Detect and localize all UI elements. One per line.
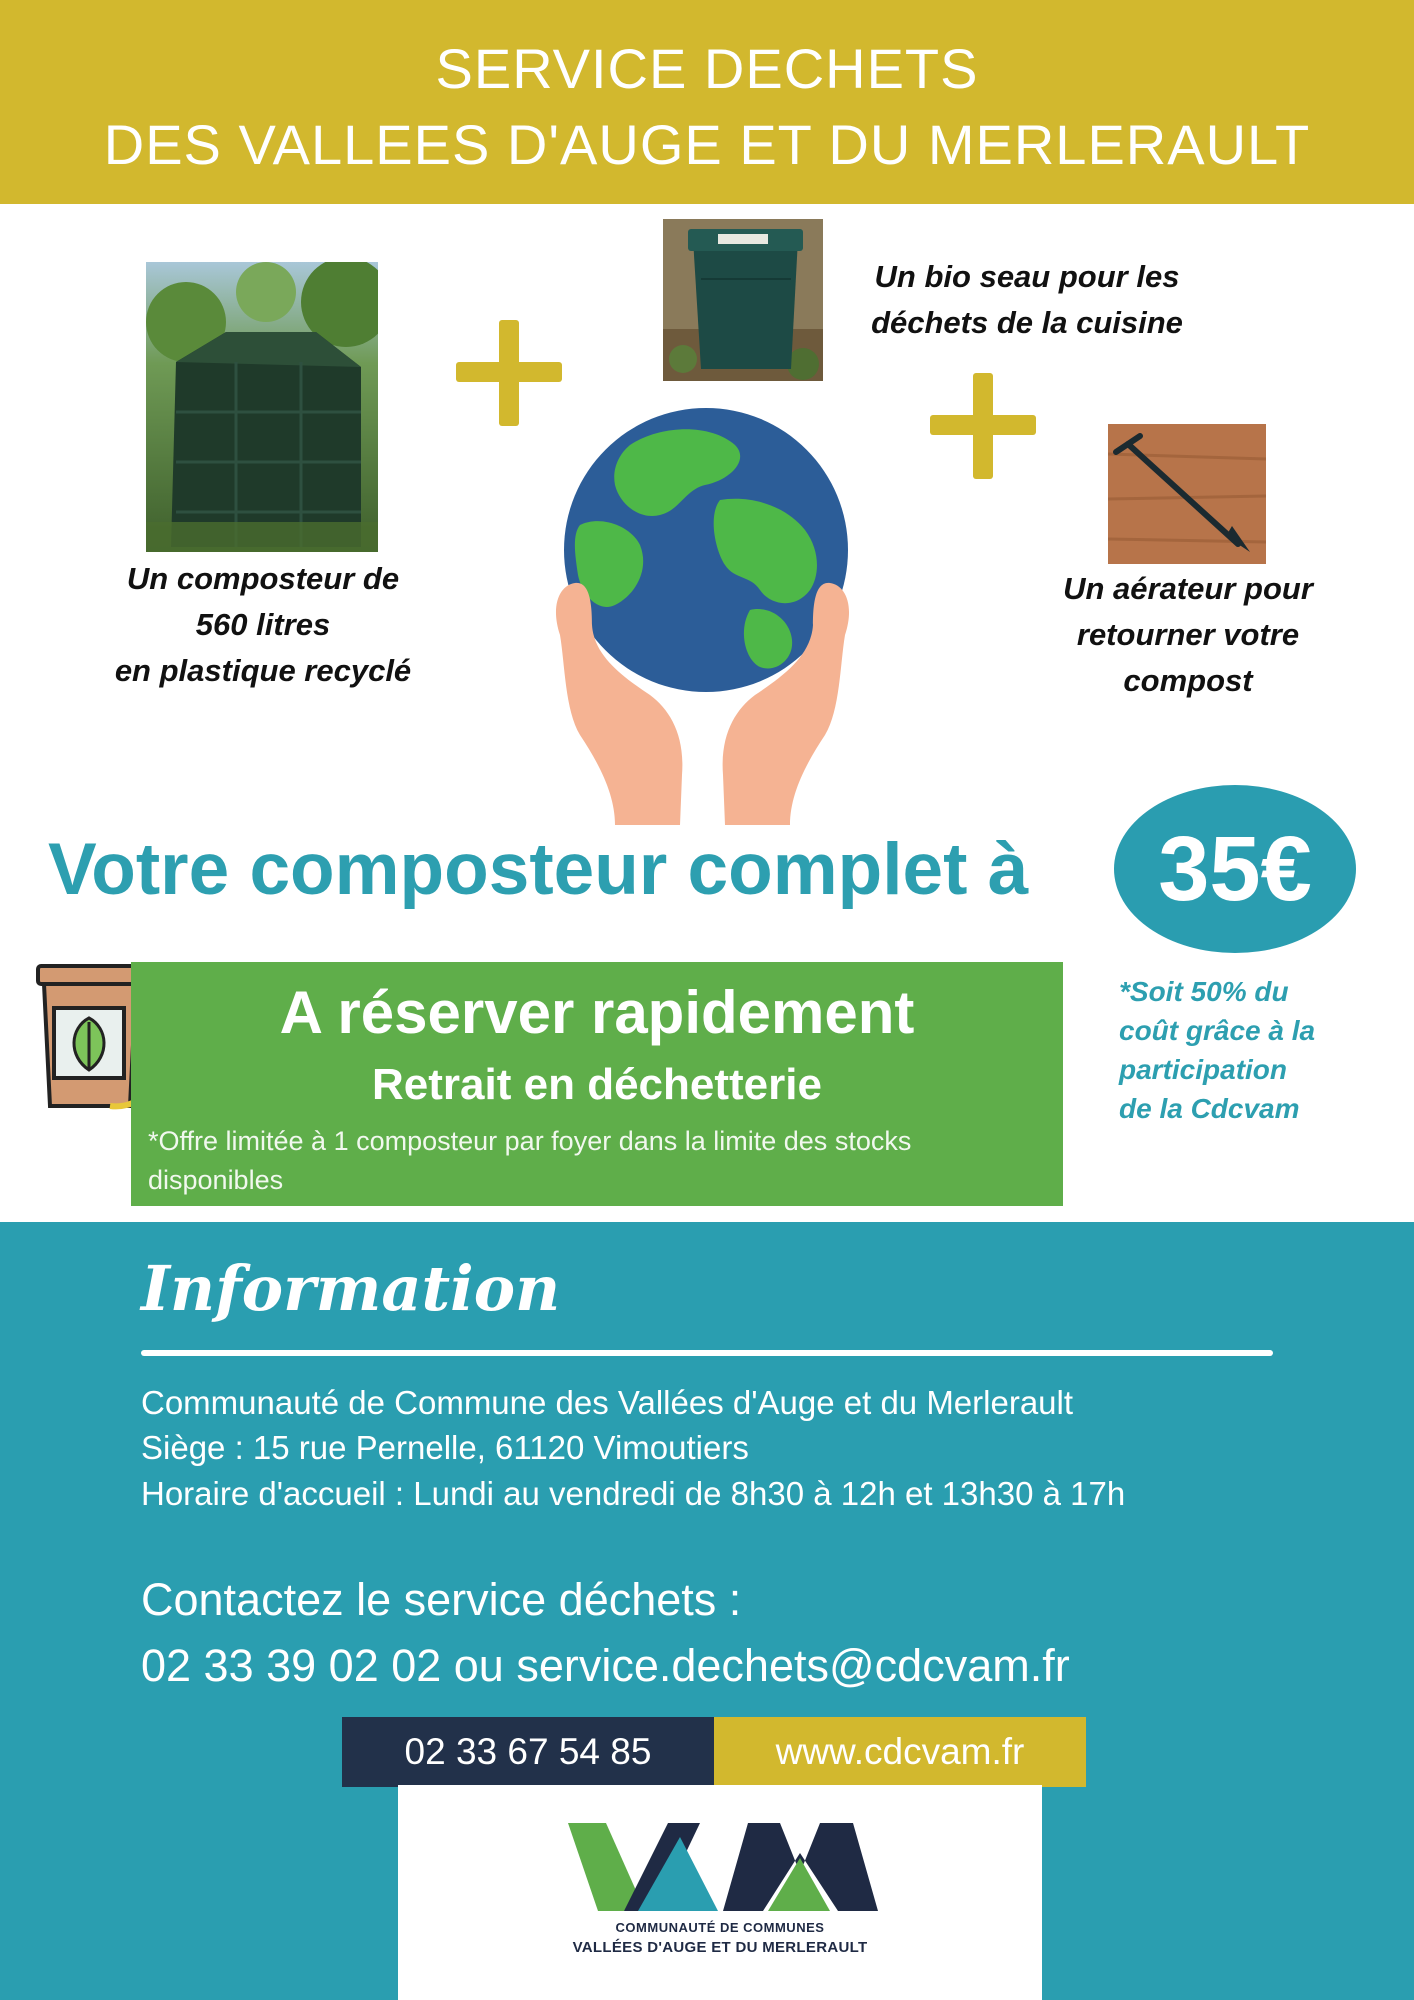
header-banner xyxy=(0,0,1414,204)
contact-details[interactable]: 02 33 39 02 02 ou service.dechets@cdcvam.fr xyxy=(141,1640,1070,1691)
composter-photo xyxy=(146,262,378,552)
info-line-hours: Horaire d'accueil : Lundi au vendredi de 8h30 à 12h et 13h30 à 17h xyxy=(141,1475,1126,1512)
bio-bucket-caption: Un bio seau pour les déchets de la cuisine xyxy=(871,259,1183,340)
bio-bucket-photo xyxy=(663,219,823,381)
info-line-address: Siège : 15 rue Pernelle, 61120 Vimoutiers xyxy=(141,1429,749,1466)
reserve-subtitle: Retrait en déchetterie xyxy=(372,1060,822,1109)
vam-logo xyxy=(568,1823,878,1913)
logo-caption-line1: COMMUNAUTÉ DE COMMUNES xyxy=(615,1920,825,1935)
plus-icon xyxy=(930,373,1036,479)
aerator-photo xyxy=(1108,424,1266,564)
composter-caption: Un composteur de 560 litres en plastique recyclé xyxy=(114,561,412,688)
header-title-line1: SERVICE DECHETS xyxy=(435,37,979,100)
reserve-title: A réserver rapidement xyxy=(279,979,915,1046)
reservation-box xyxy=(131,962,1063,1206)
price-value: 35€ xyxy=(1158,818,1312,920)
info-title: Information xyxy=(141,1252,561,1325)
aerator-caption: Un aérateur pour retourner votre compost xyxy=(1063,571,1313,698)
price-badge xyxy=(1114,785,1356,953)
header-title-line2: DES VALLEES D'AUGE ET DU MERLERAULT xyxy=(103,113,1311,176)
footer-phone[interactable]: 02 33 67 54 85 xyxy=(342,1717,714,1787)
discount-note: *Soit 50% du coût grâce à la participation de la Cdcvam xyxy=(1119,976,1316,1124)
contact-heading: Contactez le service déchets : xyxy=(141,1574,742,1625)
info-divider xyxy=(141,1350,1273,1356)
footer-website-link[interactable]: www.cdcvam.fr xyxy=(714,1717,1086,1787)
earth-in-hands-icon xyxy=(520,405,885,825)
limit-note: *Offre limitée à 1 composteur par foyer dans la limite des stocks disponibles xyxy=(148,1126,912,1195)
logo-caption-line2: VALLÉES D'AUGE ET DU MERLERAULT xyxy=(572,1939,868,1956)
logo-card xyxy=(398,1785,1042,2000)
info-line-organisation: Communauté de Commune des Vallées d'Auge et du Merlerault xyxy=(141,1384,1074,1421)
offer-headline: Votre composteur complet à xyxy=(48,829,1029,910)
